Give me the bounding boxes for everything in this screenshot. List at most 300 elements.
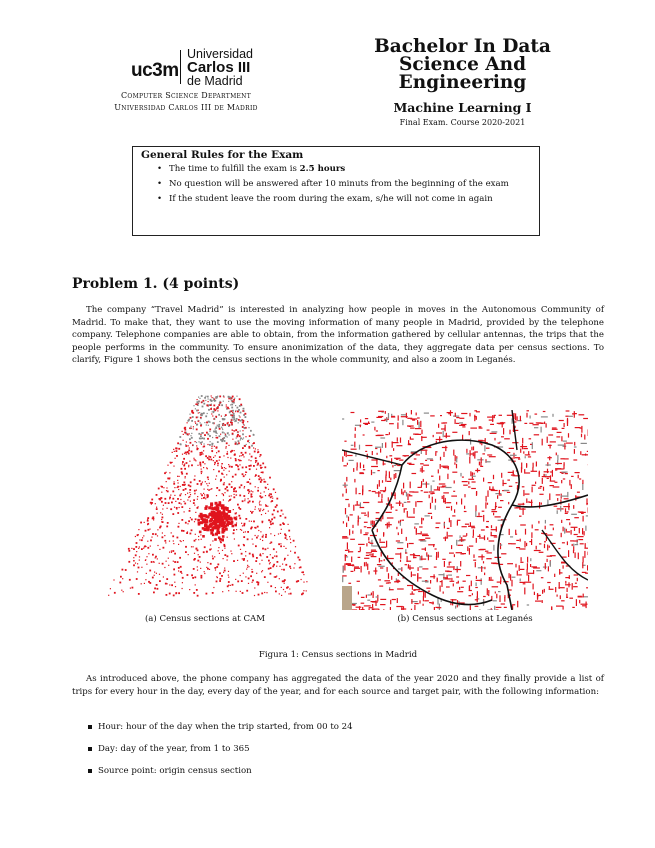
census-section-mark (251, 521, 252, 522)
street-mark (385, 411, 386, 414)
census-section-mark (230, 404, 231, 405)
street-mark (465, 524, 469, 525)
street-mark (520, 539, 521, 542)
street-mark (483, 478, 484, 482)
street-mark (538, 521, 539, 524)
census-section-mark (185, 488, 187, 490)
census-section-mark (276, 566, 277, 567)
census-section-mark (241, 455, 242, 456)
street-mark (383, 463, 386, 464)
census-section-mark (204, 573, 205, 574)
census-section-mark (159, 549, 160, 550)
street-mark (475, 599, 478, 600)
street-mark (544, 422, 545, 424)
census-section-mark (148, 529, 150, 531)
street-mark (396, 503, 402, 504)
census-section-mark (208, 409, 210, 411)
census-section-mark (224, 506, 227, 509)
street-mark (344, 486, 346, 487)
census-section-mark (226, 486, 228, 488)
street-mark (371, 422, 374, 423)
census-section-mark (200, 517, 203, 520)
street-mark (343, 465, 346, 466)
census-section-mark (232, 433, 234, 435)
street-mark (585, 526, 586, 531)
census-section-mark (224, 440, 226, 442)
street-mark (425, 580, 427, 581)
street-mark (451, 578, 452, 581)
street-mark (574, 527, 575, 531)
street-mark (533, 570, 534, 574)
street-mark (368, 537, 369, 540)
census-section-mark (202, 441, 203, 442)
census-section-mark (270, 567, 272, 569)
census-section-mark (276, 555, 278, 557)
street-mark (457, 521, 458, 526)
street-mark (531, 451, 536, 452)
street-mark (450, 520, 451, 527)
census-section-mark (185, 484, 186, 485)
census-section-mark (225, 414, 227, 416)
census-section-mark (136, 542, 138, 544)
census-section-mark (275, 576, 277, 578)
street-mark (503, 428, 504, 434)
census-section-mark (262, 540, 263, 541)
census-section-mark (197, 570, 198, 571)
census-section-mark (188, 466, 189, 467)
street-mark (385, 434, 388, 435)
census-section-mark (216, 447, 217, 448)
street-mark (483, 515, 484, 522)
street-mark (377, 484, 378, 489)
census-section-mark (265, 534, 267, 536)
census-section-mark (225, 448, 226, 449)
street-mark (384, 559, 385, 561)
street-mark (357, 581, 360, 582)
street-mark (479, 428, 483, 429)
street-mark (456, 552, 462, 553)
census-section-mark (203, 450, 204, 451)
census-section-mark (194, 558, 196, 560)
census-section-mark (121, 590, 122, 591)
street-mark (497, 423, 502, 424)
census-section-mark (238, 545, 240, 547)
street-mark (446, 586, 450, 587)
census-section-mark (268, 560, 270, 562)
street-mark (557, 498, 558, 501)
street-mark (558, 445, 564, 446)
street-mark (507, 452, 510, 453)
census-section-mark (255, 535, 256, 536)
street-mark (552, 429, 558, 430)
street-mark (456, 464, 457, 468)
street-mark (380, 539, 381, 542)
census-section-mark (159, 499, 161, 501)
street-mark (466, 533, 467, 536)
street-mark (351, 557, 352, 563)
census-section-mark (197, 465, 198, 466)
census-section-mark (161, 492, 162, 493)
street-mark (356, 467, 357, 471)
census-section-mark (246, 590, 248, 592)
street-mark (461, 413, 467, 414)
street-mark (527, 557, 528, 563)
street-mark (491, 532, 492, 536)
street-mark (582, 528, 583, 534)
street-mark (561, 520, 562, 523)
census-section-mark (245, 518, 247, 520)
census-section-mark (195, 534, 196, 535)
census-section-mark (220, 439, 222, 441)
street-mark (361, 597, 365, 598)
street-mark (372, 609, 379, 610)
street-mark (518, 459, 520, 460)
census-section-mark (260, 465, 262, 467)
census-section-mark (211, 395, 212, 396)
census-section-mark (189, 492, 190, 493)
census-section-mark (245, 551, 246, 552)
university-name: Universidad Carlos III de Madrid (114, 103, 258, 112)
census-section-mark (232, 584, 234, 586)
street-mark (586, 498, 587, 505)
census-section-mark (200, 434, 201, 435)
census-section-mark (191, 574, 193, 576)
census-section-mark (197, 399, 198, 400)
census-section-mark (214, 464, 215, 465)
street-mark (565, 577, 570, 578)
street-mark (494, 438, 495, 441)
street-mark (556, 436, 560, 437)
census-section-mark (226, 453, 228, 455)
census-section-mark (204, 571, 205, 572)
street-mark (498, 591, 501, 592)
census-section-mark (236, 436, 238, 438)
census-section-mark (177, 561, 179, 563)
census-section-mark (187, 493, 188, 494)
census-section-mark (164, 567, 165, 568)
census-section-mark (200, 442, 202, 444)
census-section-mark (183, 434, 184, 435)
street-mark (542, 439, 543, 446)
street-mark (529, 438, 532, 439)
census-section-mark (206, 467, 207, 468)
street-mark (469, 457, 470, 464)
census-section-mark (178, 489, 179, 490)
census-section-mark (206, 424, 207, 425)
census-section-mark (197, 519, 200, 522)
census-section-mark (265, 513, 266, 514)
census-section-mark (243, 456, 244, 457)
census-section-mark (216, 407, 218, 409)
street-mark (389, 432, 390, 435)
street-mark (581, 434, 582, 438)
census-section-mark (250, 465, 252, 467)
census-section-mark (185, 522, 187, 524)
street-mark (550, 524, 554, 525)
census-section-mark (145, 559, 146, 560)
street-mark (472, 472, 473, 478)
street-mark (422, 535, 429, 536)
street-mark (353, 468, 354, 472)
street-mark (564, 462, 565, 466)
municipal-boundary (542, 530, 588, 580)
street-mark (573, 540, 578, 541)
census-section-mark (233, 532, 235, 534)
street-mark (442, 559, 445, 560)
census-section-mark (236, 591, 237, 592)
census-section-mark (237, 504, 239, 506)
census-section-mark (261, 571, 262, 572)
street-mark (558, 548, 560, 549)
census-section-mark (251, 495, 252, 496)
street-mark (504, 597, 505, 602)
census-section-mark (234, 538, 235, 539)
census-section-mark (192, 412, 194, 414)
census-section-mark (208, 398, 209, 399)
street-mark (426, 588, 430, 589)
street-mark (445, 578, 451, 579)
census-section-mark (177, 442, 179, 444)
street-mark (527, 604, 529, 605)
street-mark (541, 577, 544, 578)
street-mark (493, 545, 494, 551)
street-mark (361, 603, 365, 604)
street-mark (459, 418, 464, 419)
census-section-mark (123, 591, 124, 592)
census-section-mark (200, 465, 201, 466)
street-mark (359, 445, 360, 450)
census-section-mark (187, 422, 188, 423)
census-section-mark (243, 559, 245, 561)
census-section-mark (169, 552, 170, 553)
street-mark (375, 447, 381, 448)
census-section-mark (282, 514, 283, 515)
census-section-mark (219, 460, 220, 461)
street-mark (580, 451, 581, 455)
census-section-mark (229, 471, 230, 472)
street-mark (499, 415, 502, 416)
street-mark (487, 609, 493, 610)
university-logo (187, 48, 253, 88)
street-mark (575, 552, 576, 558)
census-section-mark (172, 498, 174, 500)
street-mark (443, 498, 444, 503)
street-mark (365, 418, 368, 419)
census-section-mark (266, 556, 268, 558)
street-mark (575, 544, 578, 545)
street-mark (372, 451, 373, 455)
census-section-mark (191, 529, 193, 531)
census-section-mark (285, 517, 287, 519)
street-mark (533, 584, 534, 590)
street-mark (379, 480, 380, 487)
census-section-mark (163, 505, 164, 506)
census-section-mark (171, 532, 172, 533)
census-section-mark (230, 551, 231, 552)
street-mark (402, 503, 403, 507)
street-mark (371, 550, 376, 551)
census-section-mark (222, 528, 225, 531)
census-section-mark (229, 484, 230, 485)
census-section-mark (240, 437, 242, 439)
census-section-mark (222, 591, 223, 592)
census-section-mark (223, 418, 225, 420)
exam-subtitle: Final Exam. Course 2020-2021 (399, 118, 526, 127)
census-section-mark (265, 495, 266, 496)
census-section-mark (138, 534, 139, 535)
street-mark (399, 460, 403, 461)
census-section-mark (202, 453, 203, 454)
census-section-mark (128, 548, 130, 550)
street-mark (566, 443, 573, 444)
census-section-mark (198, 441, 199, 442)
census-section-mark (203, 400, 205, 402)
census-section-mark (262, 553, 263, 554)
street-mark (462, 477, 464, 478)
street-mark (349, 529, 350, 535)
census-section-mark (275, 591, 277, 593)
street-mark (412, 492, 418, 493)
census-section-mark (270, 496, 272, 498)
census-section-mark (163, 487, 164, 488)
census-section-mark (182, 461, 184, 463)
census-section-mark (211, 511, 214, 514)
street-mark (420, 556, 421, 561)
census-section-mark (216, 495, 217, 496)
street-mark (364, 515, 367, 516)
census-section-mark (267, 548, 268, 549)
census-section-mark (249, 500, 251, 502)
street-mark (504, 607, 507, 608)
census-section-mark (240, 412, 242, 414)
street-mark (378, 411, 384, 412)
street-mark (517, 416, 518, 421)
census-section-mark (233, 496, 235, 498)
street-mark (398, 573, 399, 576)
census-section-mark (287, 586, 289, 588)
street-mark (584, 435, 585, 440)
census-section-mark (205, 396, 206, 397)
street-mark (459, 539, 465, 540)
census-section-mark (258, 535, 259, 536)
census-section-mark (199, 556, 201, 558)
street-mark (388, 573, 389, 579)
street-mark (429, 491, 435, 492)
census-section-mark (155, 556, 157, 558)
street-mark (397, 588, 404, 589)
census-section-mark (262, 521, 264, 523)
census-section-mark (270, 521, 271, 522)
street-mark (474, 453, 475, 458)
street-mark (410, 428, 415, 429)
census-section-mark (162, 508, 163, 509)
street-mark (423, 596, 424, 601)
census-section-mark (209, 422, 210, 423)
street-mark (377, 564, 381, 565)
census-section-mark (247, 565, 248, 566)
census-section-mark (210, 502, 213, 505)
census-section-mark (234, 419, 236, 421)
street-mark (485, 551, 489, 552)
census-section-mark (162, 532, 163, 533)
census-section-mark (207, 413, 208, 414)
census-section-mark (220, 402, 221, 403)
census-section-mark (211, 529, 214, 532)
street-mark (441, 428, 445, 429)
census-section-mark (160, 526, 162, 528)
rule-item: • No question will be answered after 10 minuts from the beginning of the exam (157, 178, 529, 190)
census-section-mark (214, 538, 217, 541)
street-mark (484, 535, 485, 540)
census-section-mark (267, 582, 268, 583)
street-mark (423, 518, 424, 520)
census-section-mark (231, 421, 232, 422)
street-mark (536, 546, 537, 550)
census-section-mark (193, 568, 195, 570)
census-section-mark (135, 554, 137, 556)
street-mark (549, 456, 550, 460)
census-section-mark (201, 471, 203, 473)
census-section-mark (231, 486, 233, 488)
street-mark (376, 430, 378, 431)
street-mark (578, 539, 583, 540)
street-mark (466, 575, 470, 576)
census-section-mark (302, 593, 304, 595)
census-section-mark (235, 411, 236, 412)
census-section-mark (166, 526, 168, 528)
census-section-mark (261, 560, 262, 561)
census-section-mark (128, 550, 130, 552)
census-section-mark (252, 544, 253, 545)
street-mark (515, 457, 520, 458)
census-section-mark (198, 539, 199, 540)
street-mark (346, 515, 347, 518)
street-mark (371, 466, 378, 467)
census-section-mark (200, 418, 201, 419)
street-mark (445, 498, 446, 504)
problem-paragraph-2: As introduced above, the phone company has aggregated the data of the year 2020 and they finally provide a list of trips for every hour in the day, every day of the year, and for each source and target pair, with the following information: (72, 674, 604, 697)
street-mark (572, 544, 573, 546)
street-mark (421, 430, 422, 435)
street-mark (382, 480, 383, 483)
census-section-mark (284, 583, 285, 584)
street-mark (519, 565, 520, 571)
census-section-mark (207, 485, 208, 486)
census-section-mark (243, 544, 244, 545)
bullet-square-icon (88, 747, 92, 751)
street-mark (572, 607, 575, 608)
census-section-mark (181, 493, 182, 494)
census-section-mark (235, 491, 237, 493)
census-section-mark (206, 483, 207, 484)
census-section-mark (232, 396, 234, 398)
census-section-mark (236, 418, 238, 420)
census-section-mark (281, 510, 283, 512)
street-mark (360, 609, 364, 610)
street-mark (509, 529, 510, 535)
census-section-mark (215, 479, 216, 480)
census-section-mark (218, 536, 221, 539)
census-section-mark (204, 422, 205, 423)
street-mark (515, 413, 516, 420)
census-section-mark (200, 493, 201, 494)
street-mark (573, 459, 577, 460)
census-section-mark (218, 404, 220, 406)
census-section-mark (243, 437, 244, 438)
census-section-mark (224, 570, 226, 572)
street-mark (360, 547, 361, 552)
street-mark (479, 537, 484, 538)
